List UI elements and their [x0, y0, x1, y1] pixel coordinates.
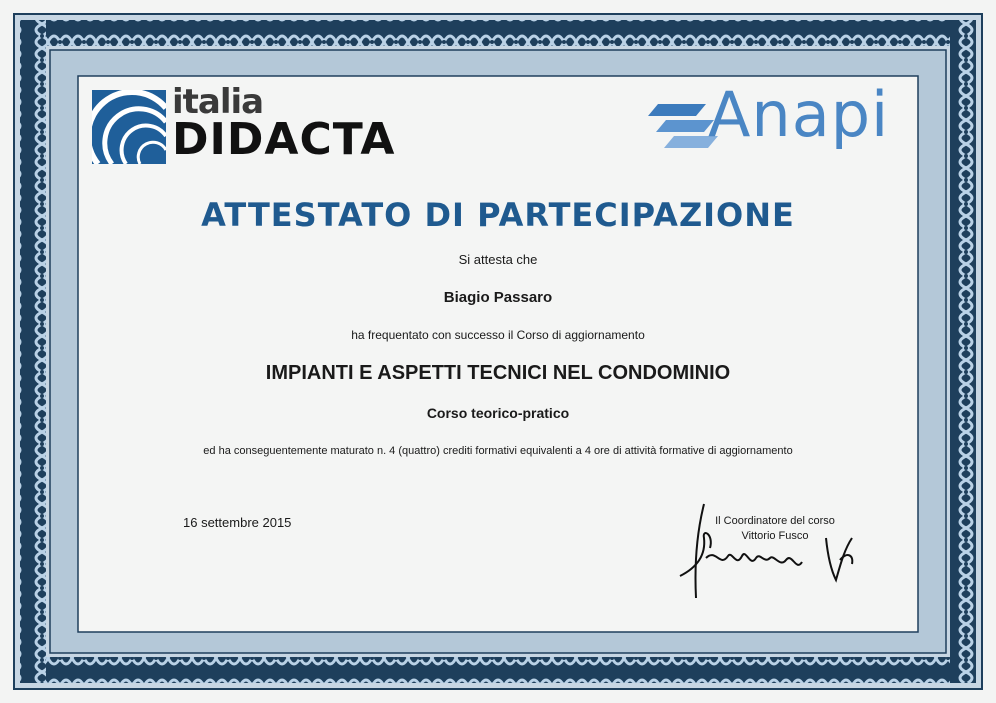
intro-text: Si attesta che [458, 252, 538, 267]
logo-text-italia: italia [172, 82, 264, 122]
coordinator-name: Vittorio Fusco [741, 530, 809, 542]
course-name: IMPIANTI E ASPETTI TECNICI NEL CONDOMINIO [265, 362, 731, 384]
anapi-logo [648, 78, 918, 166]
issue-date: 16 settembre 2015 [183, 515, 292, 530]
certificate-title: ATTESTATO DI PARTECIPAZIONE [201, 196, 795, 234]
italia-didacta-logo [92, 82, 422, 168]
attended-text: ha frequentato con successo il Corso di aggiornamento [351, 328, 645, 342]
logo-text-anapi: Anapi [708, 78, 890, 151]
didacta-arc-logo-icon [92, 90, 166, 164]
course-type: Corso teorico-pratico [426, 405, 570, 421]
coordinator-title: Il Coordinatore del corso [715, 515, 835, 527]
recipient-name: Biagio Passaro [443, 289, 553, 306]
credits-statement: ed ha conseguentemente maturato n. 4 (quattro) crediti formativi equivalenti a 4 ore di attività formative di aggiornamento [203, 445, 793, 457]
logo-text-didacta: DIDACTA [172, 114, 396, 165]
